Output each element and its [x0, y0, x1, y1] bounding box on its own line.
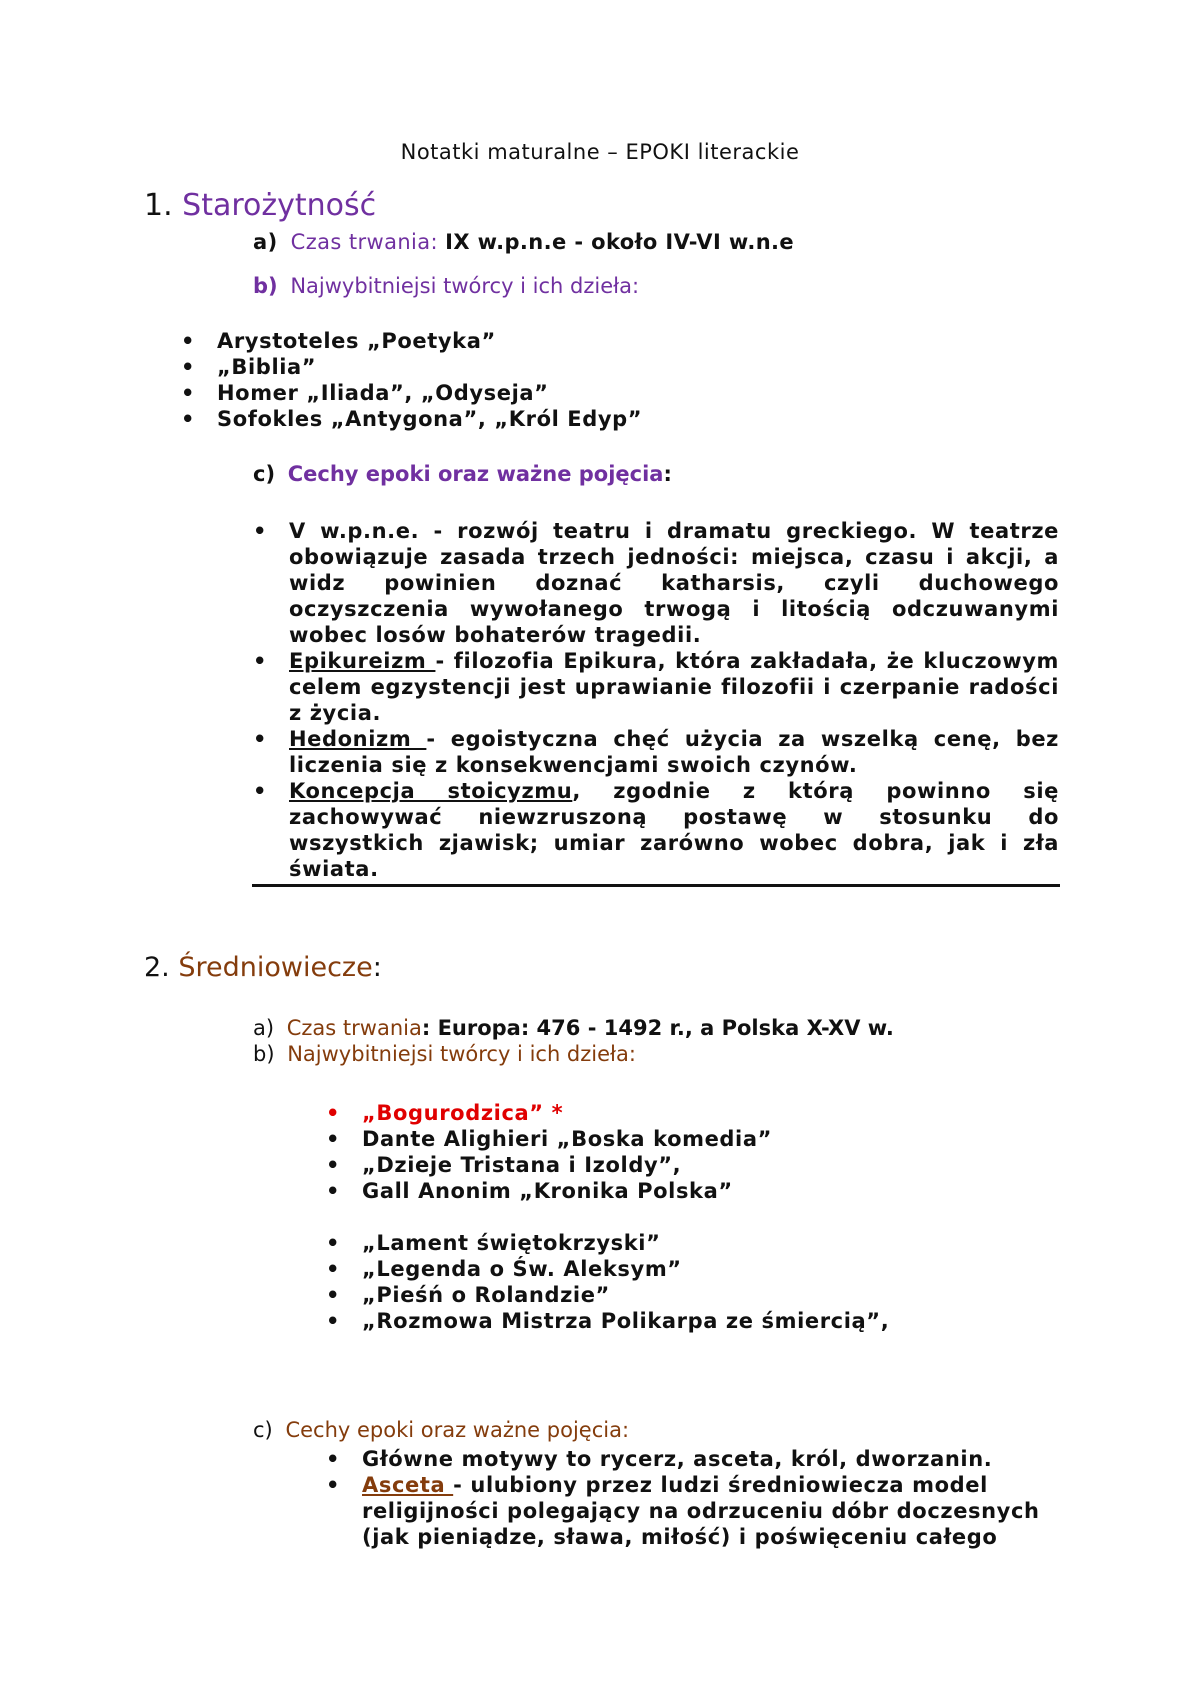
s2-features-list [326, 1446, 1062, 1550]
section-2-heading: 2. Średniowiecze: [144, 952, 382, 983]
list-item: • „Legenda o Św. Aleksym” [326, 1257, 682, 1281]
s2-c-text: Cechy epoki oraz ważne pojęcia: [285, 1418, 630, 1442]
s1-a-value: IX w.p.n.e - około IV-VI w.n.e [445, 230, 795, 254]
s1-duration [253, 230, 794, 254]
s1-features-list [253, 518, 1060, 882]
s1-a-label: a) [253, 230, 278, 254]
term-stoicyzm: Koncepcja stoicyzmu [289, 779, 573, 803]
s2-b-text: Najwybitniejsi twórcy i ich dzieła: [287, 1042, 636, 1066]
list-item: • Sofokles „Antygona”, „Król Edyp” [181, 407, 643, 431]
section-1-number: 1. [144, 188, 173, 223]
s2-works-list [326, 1100, 773, 1204]
s1-c-label: c) [253, 462, 276, 486]
list-item: • „Biblia” [181, 355, 317, 379]
page-title: Notatki maturalne – EPOKI literackie [400, 140, 800, 164]
list-item: • Homer „Iliada”, „Odyseja” [181, 381, 549, 405]
list-item: • Asceta - ulubiony przez ludzi średniowiecza model religijności polegający na odrzuceniu dóbr doczesnych (jak pieniądze, sława, miłość) i poświęceniu całego [326, 1473, 1040, 1549]
list-item: • Epikureizm - filozofia Epikura, która zakładała, że kluczowym celem egzystencji jest uprawianie filozofii i czerpanie radości z życia. [253, 649, 1059, 725]
list-item: • Gall Anonim „Kronika Polska” [326, 1179, 733, 1203]
s1-a-key: Czas trwania: [290, 230, 439, 254]
list-item: • Koncepcja stoicyzmu, zgodnie z którą powinno się zachowywać niewzruszoną postawę w stosunku do wszystkich zjawisk; umiar zarówno wobec dobra, jak i zła świata. [253, 779, 1060, 881]
list-item: • Dante Alighieri „Boska komedia” [326, 1127, 773, 1151]
s2-features-heading [253, 1418, 629, 1442]
s1-works-list [181, 328, 643, 432]
list-item: • Hedonizm - egoistyczna chęć użycia za wszelką cenę, bez liczenia się z konsekwencjami swoich czynów. [253, 727, 1059, 777]
s2-c-label: c) [253, 1418, 273, 1442]
section-2-number: 2. [144, 952, 170, 983]
list-item: • Arystoteles „Poetyka” [181, 329, 496, 353]
section-divider [252, 884, 1060, 887]
section-2-title: Średniowiecze [178, 952, 373, 983]
s2-works-list-2 [326, 1230, 890, 1334]
list-item: • „Dzieje Tristana i Izoldy”, [326, 1153, 682, 1177]
section-1-title: Starożytność [182, 188, 377, 223]
section-1-heading [144, 188, 376, 223]
term-hedonizm: Hedonizm [289, 727, 427, 751]
s1-authors-heading [253, 274, 639, 298]
list-item: • „Rozmowa Mistrza Polikarpa ze śmiercią”, [326, 1309, 890, 1333]
term-asceta: Asceta [362, 1473, 454, 1497]
s2-duration [253, 1016, 894, 1040]
s2-a-key: Czas trwania [286, 1016, 422, 1040]
list-item: • „Lament świętokrzyski” [326, 1231, 661, 1255]
list-item: • Główne motywy to rycerz, asceta, król, dworzanin. [326, 1447, 993, 1471]
s2-b-label: b) [253, 1042, 275, 1066]
list-item: • „Bogurodzica” * [326, 1101, 564, 1125]
list-item: • „Pieśń o Rolandzie” [326, 1283, 610, 1307]
term-epikureizm: Epikureizm [289, 649, 436, 673]
s1-c-text: Cechy epoki oraz ważne pojęcia [287, 462, 664, 486]
s2-authors-heading [253, 1042, 636, 1066]
s2-a-value: : Europa: 476 - 1492 r., a Polska X-XV w. [421, 1016, 894, 1040]
s2-a-label: a) [253, 1016, 275, 1040]
s1-b-label: b) [253, 274, 278, 298]
s1-features-heading: c) Cechy epoki oraz ważne pojęcia: [253, 462, 672, 486]
list-item: • V w.p.n.e. - rozwój teatru i dramatu greckiego. W teatrze obowiązuje zasada trzech jedności: miejsca, czasu i akcji, a widz powinien doznać katharsis, czyli duchowego oczyszczenia wywołanego trwogą i litością odczuwanymi wobec losów bohaterów tragedii. [253, 519, 1059, 647]
s1-b-text: Najwybitniejsi twórcy i ich dzieła: [290, 274, 640, 298]
